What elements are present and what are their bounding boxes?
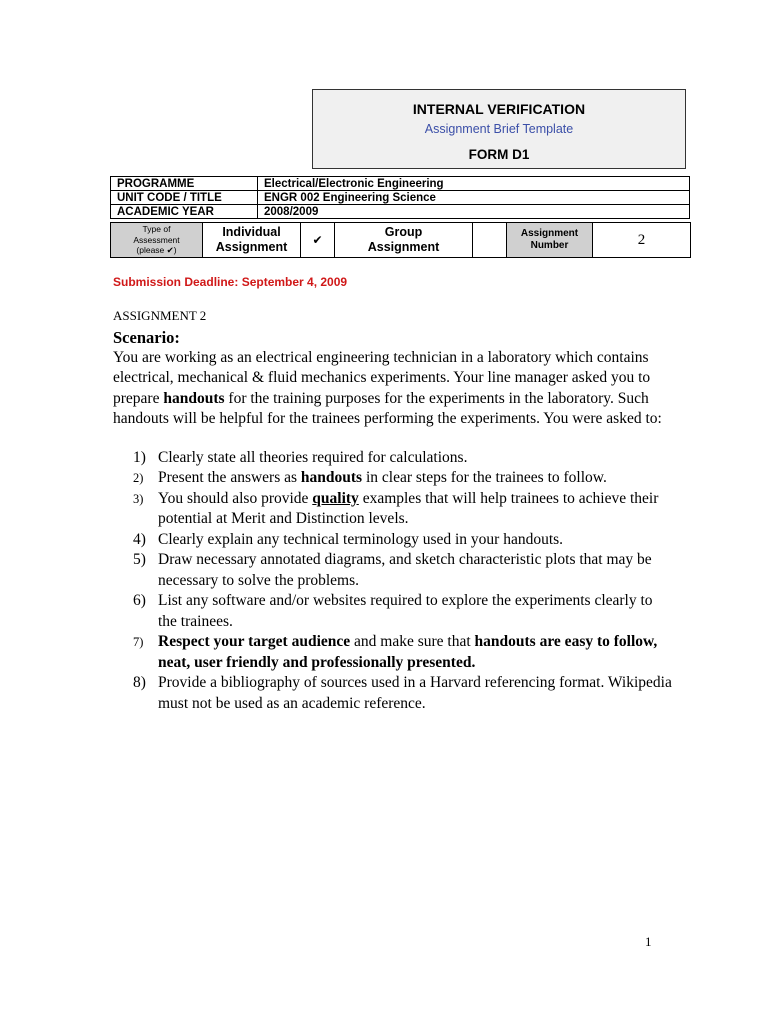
assignment-title: ASSIGNMENT 2 <box>113 308 207 323</box>
scenario-paragraph: You are working as an electrical engineering technician in a laboratory which contains electrical, mechanical & fluid mechanics experiments. Your line manager asked you to prepare handouts for the training purposes for the experiments in the laboratory. Such handouts will be helpful for the trainees performing the experiments. You were asked to: <box>113 348 662 427</box>
task-item: 6) List any software and/or websites required to explore the experiments clearly to the trainees. <box>133 592 653 630</box>
task-item: 2) Present the answers as handouts in clear steps for the trainees to follow. <box>133 469 607 486</box>
form-header-box <box>312 89 686 169</box>
unit-code-label: UNIT CODE / TITLE <box>111 191 258 205</box>
assignment-body <box>113 306 673 714</box>
task-item: 3) You should also provide quality examples that will help trainees to achieve their potential at Merit and Distinction levels. <box>133 489 659 527</box>
individual-checkmark-icon: ✔ <box>301 223 335 258</box>
task-item: 7) Respect your target audience and make sure that handouts are easy to follow, neat, user friendly and professionally presented. <box>133 633 658 671</box>
academic-year-label: ACADEMIC YEAR <box>111 205 258 219</box>
group-check-cell <box>473 223 507 258</box>
programme-info-table <box>110 176 690 219</box>
scenario-heading: Scenario: <box>113 327 180 347</box>
individual-assignment-label: Individual Assignment <box>203 223 301 258</box>
task-item: 4) Clearly explain any technical terminology used in your handouts. <box>133 530 564 548</box>
academic-year-value: 2008/2009 <box>258 205 690 219</box>
assessment-type-table <box>110 222 691 258</box>
assignment-number-label: Assignment Number <box>507 223 593 258</box>
assignment-number-value: 2 <box>593 223 691 258</box>
academic-year-row <box>111 205 690 219</box>
submission-deadline: Submission Deadline: September 4, 2009 <box>113 275 348 289</box>
unit-code-row <box>111 191 690 205</box>
task-item: 8) Provide a bibliography of sources used in a Harvard referencing format. Wikipedia must not be used as an academic reference. <box>133 674 672 712</box>
programme-row <box>111 177 690 191</box>
programme-value: Electrical/Electronic Engineering <box>258 177 690 191</box>
unit-code-value: ENGR 002 Engineering Science <box>258 191 690 205</box>
form-code: FORM D1 <box>468 147 530 162</box>
page-number: 1 <box>645 934 652 949</box>
task-list <box>113 448 673 715</box>
type-of-assessment-label: Type of Assessment (please ✔) <box>111 223 203 258</box>
form-title: INTERNAL VERIFICATION <box>412 101 586 117</box>
task-item: 1) Clearly state all theories required for calculations. <box>133 448 468 466</box>
programme-label: PROGRAMME <box>111 177 258 191</box>
form-subtitle: Assignment Brief Template <box>424 122 574 136</box>
task-item: 5) Draw necessary annotated diagrams, and sketch characteristic plots that may be necessary to solve the problems. <box>133 551 652 589</box>
group-assignment-label: Group Assignment <box>335 223 473 258</box>
